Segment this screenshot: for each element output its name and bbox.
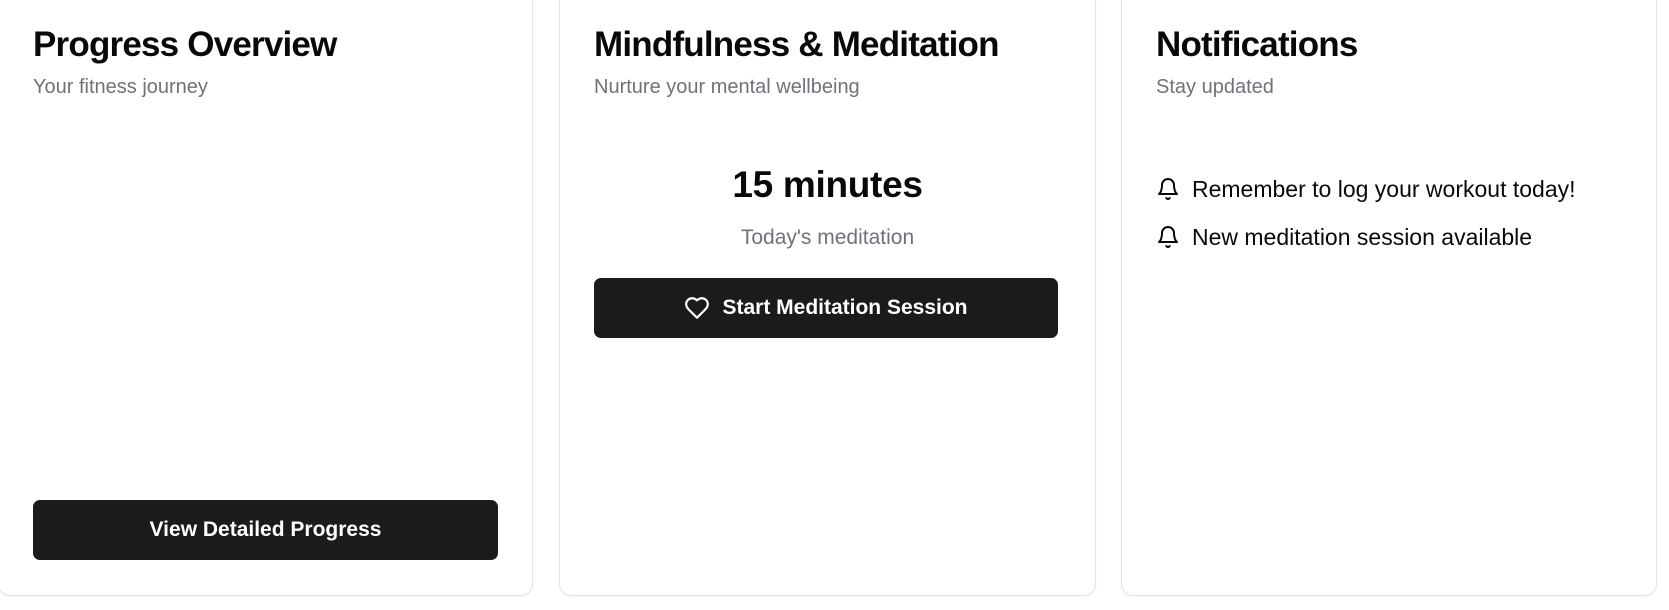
start-meditation-session-button[interactable] [594,278,1058,338]
card-title: Progress Overview [33,25,337,64]
bell-icon [1156,177,1180,201]
card-subtitle: Stay updated [1156,76,1274,98]
button-label: View Detailed Progress [149,518,382,541]
card-subtitle: Nurture your mental wellbeing [594,76,860,98]
progress-overview-card [0,0,533,596]
notification-text: Remember to log your workout today! [1192,175,1576,202]
button-label: Start Meditation Session [722,296,968,319]
notification-item [1156,165,1576,213]
card-title: Mindfulness & Meditation [594,25,999,64]
bell-icon [1156,225,1180,249]
heart-icon [684,295,710,321]
card-subtitle: Your fitness journey [33,76,208,98]
view-detailed-progress-button[interactable] [33,500,498,560]
notifications-card [1121,0,1657,596]
meditation-minutes-value: 15 minutes [732,164,923,205]
meditation-minutes-label: Today's meditation [740,226,915,249]
mindfulness-meditation-card [559,0,1096,596]
notification-item [1156,213,1576,261]
notification-list [1156,165,1576,261]
notification-text: New meditation session available [1192,223,1533,250]
card-title: Notifications [1156,25,1358,64]
